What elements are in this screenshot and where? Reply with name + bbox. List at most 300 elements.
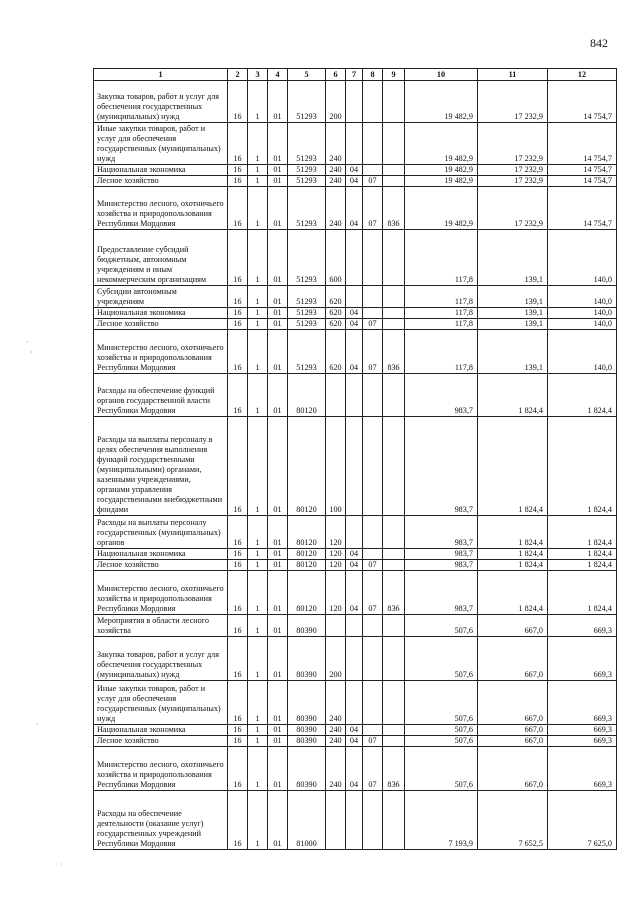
- column-header: 9: [383, 69, 405, 81]
- cell-code-9: [383, 516, 405, 549]
- cell-code-8: 07: [363, 571, 383, 615]
- row-name: Национальная экономика: [94, 165, 228, 176]
- cell-code-9: [383, 549, 405, 560]
- table-row: [94, 736, 617, 747]
- cell-amount-12: 140,0: [548, 319, 617, 330]
- cell-amount-10: 19 482,9: [405, 176, 478, 187]
- cell-code-5: 51293: [288, 165, 326, 176]
- cell-code-5: 80120: [288, 571, 326, 615]
- cell-code-4: 01: [268, 549, 288, 560]
- row-name: Национальная экономика: [94, 549, 228, 560]
- cell-code-8: 07: [363, 319, 383, 330]
- cell-code-8: [363, 637, 383, 681]
- cell-amount-12: 140,0: [548, 308, 617, 319]
- table-body: [94, 81, 617, 850]
- cell-amount-11: 1 824,4: [478, 549, 548, 560]
- table-row: [94, 187, 617, 230]
- cell-amount-10: 983,7: [405, 417, 478, 516]
- cell-amount-10: 983,7: [405, 374, 478, 417]
- cell-code-8: [363, 374, 383, 417]
- cell-code-7: [346, 374, 363, 417]
- cell-code-7: 04: [346, 308, 363, 319]
- cell-code-3: 1: [248, 560, 268, 571]
- cell-code-4: 01: [268, 176, 288, 187]
- cell-code-9: [383, 123, 405, 165]
- cell-code-6: 240: [326, 187, 346, 230]
- table-row: [94, 319, 617, 330]
- cell-code-8: [363, 417, 383, 516]
- cell-amount-12: 1 824,4: [548, 374, 617, 417]
- table-row: [94, 637, 617, 681]
- cell-code-7: [346, 637, 363, 681]
- scan-speck: ·: [30, 348, 33, 357]
- cell-code-4: 01: [268, 571, 288, 615]
- cell-code-2: 16: [228, 637, 248, 681]
- scan-speck: ·: [60, 860, 63, 869]
- cell-amount-10: 19 482,9: [405, 187, 478, 230]
- cell-code-5: 80390: [288, 736, 326, 747]
- row-name: Национальная экономика: [94, 308, 228, 319]
- cell-code-5: 51293: [288, 230, 326, 286]
- row-name: Лесное хозяйство: [94, 176, 228, 187]
- cell-amount-12: 1 824,4: [548, 560, 617, 571]
- cell-amount-12: 669,3: [548, 736, 617, 747]
- cell-code-9: [383, 319, 405, 330]
- cell-amount-12: 14 754,7: [548, 81, 617, 123]
- cell-code-9: 836: [383, 187, 405, 230]
- cell-code-3: 1: [248, 571, 268, 615]
- table-row: [94, 81, 617, 123]
- column-header: 4: [268, 69, 288, 81]
- cell-code-9: [383, 615, 405, 637]
- cell-amount-11: 1 824,4: [478, 560, 548, 571]
- cell-code-7: [346, 615, 363, 637]
- cell-code-2: 16: [228, 230, 248, 286]
- cell-amount-12: 669,3: [548, 681, 617, 725]
- row-name: Министерство лесного, охотничьего хозяйства и природопользования Республики Мордовия: [94, 187, 228, 230]
- cell-code-7: 04: [346, 736, 363, 747]
- cell-amount-12: 669,3: [548, 725, 617, 736]
- cell-code-7: [346, 417, 363, 516]
- cell-code-8: [363, 725, 383, 736]
- cell-code-4: 01: [268, 417, 288, 516]
- cell-code-3: 1: [248, 516, 268, 549]
- cell-amount-12: 1 824,4: [548, 516, 617, 549]
- cell-code-2: 16: [228, 681, 248, 725]
- cell-amount-12: 14 754,7: [548, 165, 617, 176]
- cell-code-2: 16: [228, 176, 248, 187]
- cell-code-2: 16: [228, 560, 248, 571]
- cell-code-8: 07: [363, 187, 383, 230]
- cell-code-3: 1: [248, 637, 268, 681]
- cell-code-4: 01: [268, 286, 288, 308]
- cell-code-8: [363, 123, 383, 165]
- table-row: [94, 571, 617, 615]
- cell-code-4: 01: [268, 165, 288, 176]
- cell-code-5: 80120: [288, 549, 326, 560]
- cell-code-6: 240: [326, 123, 346, 165]
- cell-code-8: [363, 165, 383, 176]
- cell-amount-10: 117,8: [405, 330, 478, 374]
- cell-amount-11: 1 824,4: [478, 417, 548, 516]
- cell-code-6: 120: [326, 516, 346, 549]
- row-name: Иные закупки товаров, работ и услуг для обеспечения государственных (муниципальных) нужд: [94, 681, 228, 725]
- cell-code-3: 1: [248, 176, 268, 187]
- cell-amount-11: 139,1: [478, 330, 548, 374]
- cell-amount-10: 507,6: [405, 615, 478, 637]
- cell-code-5: 80390: [288, 747, 326, 791]
- cell-code-6: 620: [326, 330, 346, 374]
- table-row: [94, 123, 617, 165]
- cell-code-2: 16: [228, 417, 248, 516]
- page-number: 842: [590, 36, 608, 50]
- cell-code-6: 240: [326, 176, 346, 187]
- column-header: 11: [478, 69, 548, 81]
- cell-amount-11: 139,1: [478, 230, 548, 286]
- cell-code-5: 51293: [288, 81, 326, 123]
- cell-amount-10: 19 482,9: [405, 165, 478, 176]
- cell-code-2: 16: [228, 615, 248, 637]
- table-row: [94, 560, 617, 571]
- cell-code-9: [383, 81, 405, 123]
- cell-amount-10: 983,7: [405, 560, 478, 571]
- cell-code-7: [346, 81, 363, 123]
- table-row: [94, 308, 617, 319]
- cell-amount-10: 983,7: [405, 549, 478, 560]
- cell-code-4: 01: [268, 725, 288, 736]
- cell-code-6: 240: [326, 681, 346, 725]
- cell-code-7: 04: [346, 187, 363, 230]
- cell-code-2: 16: [228, 791, 248, 850]
- cell-code-5: 80390: [288, 725, 326, 736]
- cell-code-5: 51293: [288, 123, 326, 165]
- cell-code-6: [326, 791, 346, 850]
- row-name: Лесное хозяйство: [94, 319, 228, 330]
- table-row: [94, 747, 617, 791]
- column-header: 6: [326, 69, 346, 81]
- cell-code-3: 1: [248, 165, 268, 176]
- cell-code-9: [383, 791, 405, 850]
- cell-code-3: 1: [248, 81, 268, 123]
- cell-code-2: 16: [228, 187, 248, 230]
- table-row: [94, 516, 617, 549]
- cell-code-5: 80120: [288, 516, 326, 549]
- cell-amount-11: 139,1: [478, 286, 548, 308]
- cell-code-9: [383, 736, 405, 747]
- cell-code-6: 120: [326, 571, 346, 615]
- cell-code-2: 16: [228, 374, 248, 417]
- cell-amount-10: 507,6: [405, 725, 478, 736]
- cell-amount-11: 667,0: [478, 747, 548, 791]
- cell-code-9: [383, 230, 405, 286]
- row-name: Расходы на обеспечение функций органов государственной власти Республики Мордовия: [94, 374, 228, 417]
- cell-code-4: 01: [268, 308, 288, 319]
- cell-code-7: 04: [346, 165, 363, 176]
- cell-amount-11: 667,0: [478, 736, 548, 747]
- cell-code-9: [383, 165, 405, 176]
- column-header: 3: [248, 69, 268, 81]
- column-header: 2: [228, 69, 248, 81]
- row-name: Субсидии автономным учреждениям: [94, 286, 228, 308]
- column-header: 5: [288, 69, 326, 81]
- cell-code-9: [383, 286, 405, 308]
- row-name: Лесное хозяйство: [94, 560, 228, 571]
- cell-code-9: [383, 308, 405, 319]
- cell-code-2: 16: [228, 549, 248, 560]
- table-row: [94, 725, 617, 736]
- table-row: [94, 176, 617, 187]
- cell-amount-11: 667,0: [478, 637, 548, 681]
- cell-amount-10: 19 482,9: [405, 123, 478, 165]
- cell-code-4: 01: [268, 230, 288, 286]
- cell-amount-11: 139,1: [478, 319, 548, 330]
- cell-code-6: 240: [326, 725, 346, 736]
- row-name: Министерство лесного, охотничьего хозяйства и природопользования Республики Мордовия: [94, 747, 228, 791]
- cell-amount-12: 669,3: [548, 747, 617, 791]
- cell-code-9: [383, 637, 405, 681]
- cell-code-7: [346, 516, 363, 549]
- cell-code-8: [363, 615, 383, 637]
- cell-code-4: 01: [268, 187, 288, 230]
- cell-code-2: 16: [228, 725, 248, 736]
- cell-code-3: 1: [248, 725, 268, 736]
- cell-code-3: 1: [248, 123, 268, 165]
- cell-amount-10: 983,7: [405, 571, 478, 615]
- cell-amount-12: 140,0: [548, 286, 617, 308]
- cell-code-7: 04: [346, 549, 363, 560]
- cell-code-4: 01: [268, 615, 288, 637]
- cell-code-8: [363, 230, 383, 286]
- cell-amount-12: 669,3: [548, 615, 617, 637]
- cell-amount-10: 117,8: [405, 308, 478, 319]
- cell-code-5: 80120: [288, 417, 326, 516]
- row-name: Закупка товаров, работ и услуг для обеспечения государственных (муниципальных) нужд: [94, 637, 228, 681]
- cell-code-6: 120: [326, 560, 346, 571]
- cell-code-2: 16: [228, 123, 248, 165]
- cell-code-5: 80390: [288, 681, 326, 725]
- cell-code-3: 1: [248, 330, 268, 374]
- cell-code-2: 16: [228, 736, 248, 747]
- cell-code-9: 836: [383, 747, 405, 791]
- row-name: Национальная экономика: [94, 725, 228, 736]
- cell-code-6: [326, 615, 346, 637]
- cell-code-8: 07: [363, 747, 383, 791]
- cell-amount-12: 14 754,7: [548, 187, 617, 230]
- cell-amount-12: 14 754,7: [548, 176, 617, 187]
- cell-amount-11: 1 824,4: [478, 374, 548, 417]
- cell-amount-11: 139,1: [478, 308, 548, 319]
- cell-code-4: 01: [268, 736, 288, 747]
- row-name: Расходы на выплаты персоналу в целях обеспечения выполнения функций государственными (муниципальными) органами, казенными учреждениями, органами управления государственными внебюджетными фондами: [94, 417, 228, 516]
- cell-code-6: 600: [326, 230, 346, 286]
- row-name: Министерство лесного, охотничьего хозяйства и природопользования Республики Мордовия: [94, 330, 228, 374]
- column-header: 10: [405, 69, 478, 81]
- cell-amount-10: 507,6: [405, 747, 478, 791]
- cell-code-8: 07: [363, 176, 383, 187]
- cell-code-5: 51293: [288, 286, 326, 308]
- table-row: [94, 330, 617, 374]
- cell-code-9: 836: [383, 571, 405, 615]
- cell-code-3: 1: [248, 286, 268, 308]
- cell-code-4: 01: [268, 516, 288, 549]
- cell-code-5: 80120: [288, 374, 326, 417]
- row-name: Мероприятия в области лесного хозяйства: [94, 615, 228, 637]
- cell-code-6: 240: [326, 165, 346, 176]
- cell-amount-11: 7 652,5: [478, 791, 548, 850]
- cell-code-6: [326, 374, 346, 417]
- row-name: Иные закупки товаров, работ и услуг для обеспечения государственных (муниципальных) нужд: [94, 123, 228, 165]
- cell-code-4: 01: [268, 791, 288, 850]
- cell-code-3: 1: [248, 549, 268, 560]
- cell-code-4: 01: [268, 81, 288, 123]
- cell-code-2: 16: [228, 330, 248, 374]
- cell-code-4: 01: [268, 747, 288, 791]
- cell-code-2: 16: [228, 516, 248, 549]
- cell-code-4: 01: [268, 560, 288, 571]
- cell-amount-10: 117,8: [405, 286, 478, 308]
- cell-code-8: 07: [363, 560, 383, 571]
- table-row: [94, 165, 617, 176]
- cell-amount-10: 507,6: [405, 637, 478, 681]
- cell-amount-10: 117,8: [405, 319, 478, 330]
- table-row: [94, 615, 617, 637]
- cell-code-7: [346, 286, 363, 308]
- cell-code-6: 120: [326, 549, 346, 560]
- cell-amount-11: 17 232,9: [478, 123, 548, 165]
- row-name: Расходы на выплаты персоналу государственных (муниципальных) органов: [94, 516, 228, 549]
- cell-code-7: [346, 681, 363, 725]
- cell-code-2: 16: [228, 747, 248, 791]
- cell-amount-10: 19 482,9: [405, 81, 478, 123]
- cell-code-2: 16: [228, 308, 248, 319]
- cell-code-9: [383, 374, 405, 417]
- header-row: [94, 69, 617, 81]
- cell-code-7: 04: [346, 330, 363, 374]
- cell-code-9: 836: [383, 330, 405, 374]
- cell-code-3: 1: [248, 736, 268, 747]
- cell-code-7: 04: [346, 560, 363, 571]
- table-row: [94, 791, 617, 850]
- cell-code-4: 01: [268, 374, 288, 417]
- cell-code-3: 1: [248, 374, 268, 417]
- column-header: 7: [346, 69, 363, 81]
- cell-amount-10: 507,6: [405, 736, 478, 747]
- table-row: [94, 374, 617, 417]
- cell-code-7: [346, 791, 363, 850]
- cell-code-5: 80120: [288, 560, 326, 571]
- cell-code-3: 1: [248, 791, 268, 850]
- cell-code-7: 04: [346, 747, 363, 791]
- cell-code-5: 80390: [288, 637, 326, 681]
- row-name: Министерство лесного, охотничьего хозяйства и природопользования Республики Мордовия: [94, 571, 228, 615]
- table-row: [94, 230, 617, 286]
- cell-amount-11: 17 232,9: [478, 81, 548, 123]
- cell-code-5: 51293: [288, 187, 326, 230]
- cell-code-8: [363, 516, 383, 549]
- cell-code-8: 07: [363, 736, 383, 747]
- cell-code-3: 1: [248, 747, 268, 791]
- cell-amount-12: 7 625,0: [548, 791, 617, 850]
- cell-amount-12: 1 824,4: [548, 417, 617, 516]
- cell-amount-11: 1 824,4: [478, 571, 548, 615]
- cell-amount-12: 14 754,7: [548, 123, 617, 165]
- cell-amount-12: 140,0: [548, 230, 617, 286]
- cell-code-7: 04: [346, 571, 363, 615]
- budget-table: [93, 68, 617, 850]
- cell-amount-11: 17 232,9: [478, 187, 548, 230]
- cell-code-7: 04: [346, 725, 363, 736]
- cell-code-2: 16: [228, 571, 248, 615]
- cell-code-6: 620: [326, 319, 346, 330]
- cell-code-6: 620: [326, 308, 346, 319]
- cell-amount-12: 140,0: [548, 330, 617, 374]
- cell-code-3: 1: [248, 308, 268, 319]
- row-name: Расходы на обеспечение деятельности (оказание услуг) государственных учреждений Республики Мордовия: [94, 791, 228, 850]
- cell-code-8: [363, 549, 383, 560]
- cell-code-7: [346, 230, 363, 286]
- cell-code-8: [363, 81, 383, 123]
- cell-code-8: [363, 308, 383, 319]
- table-row: [94, 417, 617, 516]
- cell-code-5: 51293: [288, 319, 326, 330]
- cell-code-3: 1: [248, 187, 268, 230]
- cell-code-7: 04: [346, 176, 363, 187]
- cell-amount-10: 117,8: [405, 230, 478, 286]
- cell-amount-11: 667,0: [478, 725, 548, 736]
- cell-code-4: 01: [268, 637, 288, 681]
- column-header: 12: [548, 69, 617, 81]
- cell-code-6: 620: [326, 286, 346, 308]
- table-row: [94, 681, 617, 725]
- cell-code-3: 1: [248, 681, 268, 725]
- cell-code-8: 07: [363, 330, 383, 374]
- cell-amount-12: 669,3: [548, 637, 617, 681]
- cell-amount-12: 1 824,4: [548, 549, 617, 560]
- cell-code-9: [383, 176, 405, 187]
- cell-code-3: 1: [248, 319, 268, 330]
- cell-code-2: 16: [228, 165, 248, 176]
- cell-code-5: 51293: [288, 308, 326, 319]
- cell-code-8: [363, 286, 383, 308]
- cell-amount-11: 17 232,9: [478, 176, 548, 187]
- cell-amount-10: 7 193,9: [405, 791, 478, 850]
- scan-speck: ·: [36, 720, 39, 729]
- scan-speck: ·: [26, 338, 29, 347]
- column-header: 8: [363, 69, 383, 81]
- column-header: 1: [94, 69, 228, 81]
- cell-code-6: 200: [326, 81, 346, 123]
- cell-code-8: [363, 681, 383, 725]
- cell-code-6: 240: [326, 747, 346, 791]
- cell-code-5: 51293: [288, 330, 326, 374]
- cell-amount-12: 1 824,4: [548, 571, 617, 615]
- cell-code-7: [346, 123, 363, 165]
- cell-amount-11: 667,0: [478, 681, 548, 725]
- table-row: [94, 549, 617, 560]
- cell-code-9: [383, 560, 405, 571]
- row-name: Лесное хозяйство: [94, 736, 228, 747]
- cell-code-3: 1: [248, 417, 268, 516]
- cell-code-8: [363, 791, 383, 850]
- cell-code-6: 100: [326, 417, 346, 516]
- cell-amount-10: 507,6: [405, 681, 478, 725]
- cell-code-4: 01: [268, 319, 288, 330]
- cell-code-2: 16: [228, 286, 248, 308]
- cell-amount-11: 1 824,4: [478, 516, 548, 549]
- cell-amount-11: 17 232,9: [478, 165, 548, 176]
- table-row: [94, 286, 617, 308]
- cell-code-6: 240: [326, 736, 346, 747]
